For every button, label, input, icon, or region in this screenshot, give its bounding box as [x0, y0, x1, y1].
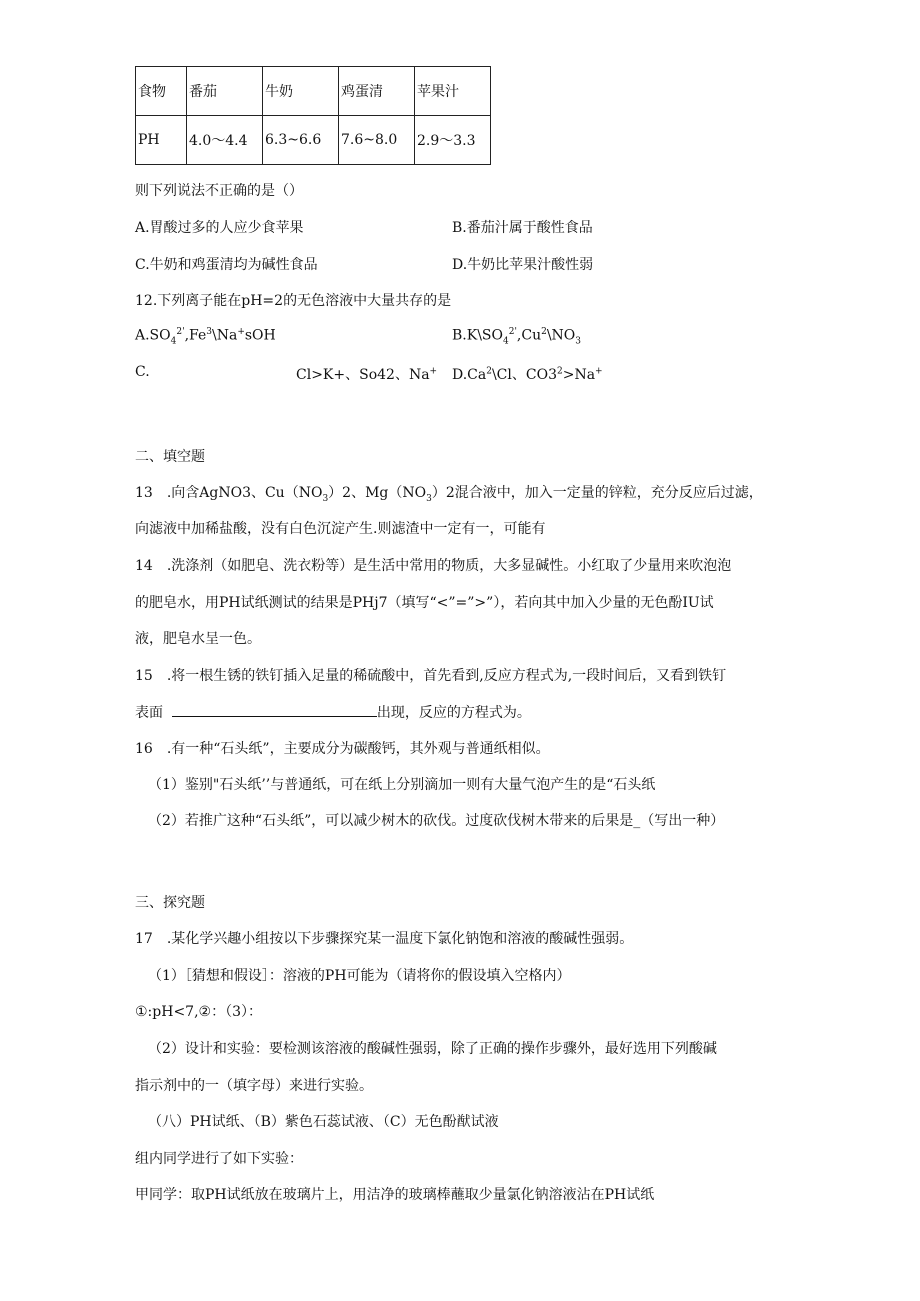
- table-cell: 2.9～3.3: [415, 116, 491, 165]
- text: \Cl、CO3: [491, 367, 557, 383]
- q13-line-2: 向滤液中加稀盐酸，没有白色沉淀产生.则滤渣中一定有一，可能有: [135, 521, 546, 537]
- q11-option-b: B.番茄汁属于酸性食品: [452, 220, 593, 236]
- table-cell: 番茄: [187, 67, 263, 116]
- text: ）2、Mg（NO: [328, 485, 427, 501]
- answer-blank: [172, 704, 377, 717]
- q17-line-8: 甲同学：取PH试纸放在玻璃片上，用洁净的玻璃棒蘸取少量氯化钠溶液沾在PH试纸: [135, 1187, 655, 1203]
- q16-line-1: 16 .有一种“石头纸”，主要成分为碳酸钙，其外观与普通纸相似。: [135, 741, 550, 757]
- superscript: 2': [176, 327, 185, 337]
- q16-line-2: （1）鉴别"石头纸’’与普通纸，可在纸上分别滴加一则有大量气泡产生的是“石头纸: [148, 777, 656, 793]
- text: Cl>K+、So42、Na: [296, 367, 430, 383]
- superscript: +: [595, 366, 603, 377]
- q12-option-c-label: C.: [135, 364, 150, 380]
- q14-line-2: 的肥皂水，用PH试纸测试的结果是PHj7（填写“<”=”>”），若向其中加入少量的无色酚IU试: [135, 595, 714, 611]
- text: sOH: [244, 327, 276, 344]
- table-cell: 牛奶: [263, 67, 339, 116]
- text: \NO: [546, 327, 576, 344]
- table-cell: 7.6~8.0: [339, 116, 415, 165]
- section-heading: 二、填空题: [135, 449, 205, 465]
- text: ,Cu: [516, 327, 542, 344]
- q12-option-c: [296, 364, 437, 384]
- q12-stem: 12.下列离子能在pH=2的无色溶液中大量共存的是: [135, 293, 452, 309]
- text: >Na: [562, 367, 596, 383]
- q15-line-1: 15 .将一根生锈的铁钉插入足量的稀硫酸中，首先看到,反应方程式为,一段时间后，又看到铁钉: [135, 668, 727, 684]
- table-cell: 苹果汁: [415, 67, 491, 116]
- q15-line-2: [135, 702, 531, 722]
- text: \Na: [212, 327, 238, 344]
- subscript: 3: [322, 493, 329, 504]
- ph-table: [135, 66, 491, 165]
- q17-line-7: 组内同学进行了如下实验：: [135, 1151, 303, 1167]
- q17-line-3: ①:pH<7,②：（3）：: [135, 1004, 262, 1020]
- q13-line-1: [135, 482, 763, 504]
- subscript: 3: [575, 336, 582, 347]
- text: 13 .向含AgNO3、Cu（NO: [135, 485, 323, 501]
- q17-line-4: （2）设计和实验：要检测该溶液的酸碱性强弱，除了正确的操作步骤外，最好选用下列酸碱: [148, 1041, 717, 1057]
- section-heading: 三、探究题: [135, 895, 205, 911]
- superscript: 2: [486, 366, 492, 377]
- text: 出现，反应的方程式为。: [376, 705, 531, 721]
- q17-line-6: （八）PH试纸、（B）紫色石蕊试液、（C）无色酚猷试液: [148, 1114, 499, 1130]
- text: 表面: [135, 705, 163, 721]
- table-row: [136, 116, 491, 165]
- table-cell: 食物: [136, 67, 187, 116]
- table-cell: 鸡蛋清: [339, 67, 415, 116]
- q14-line-3: 液，肥皂水呈一色。: [135, 631, 261, 647]
- q12-option-b: [452, 327, 581, 346]
- superscript: 2: [541, 327, 547, 337]
- text: A.SO: [135, 327, 171, 344]
- q14-line-1: 14 .洗涤剂（如肥皂、洗衣粉等）是生活中常用的物质，大多显碱性。小红取了少量用来吹泡泡: [135, 558, 732, 574]
- q11-stem: 则下列说法不正确的是（）: [135, 183, 303, 199]
- subscript: 4: [502, 336, 509, 347]
- text: B.K\SO: [452, 327, 503, 344]
- superscript: +: [429, 366, 438, 377]
- text: ,Fe: [184, 327, 207, 344]
- text: ）2混合液中，加入一定量的锌粒，充分反应后过滤，: [431, 485, 763, 501]
- table-cell: 6.3~6.6: [263, 116, 339, 165]
- q11-option-d: D.牛奶比苹果汁酸性弱: [452, 257, 594, 273]
- superscript: +: [237, 327, 245, 337]
- q17-line-5: 指示剂中的一（填字母）来进行实验。: [135, 1078, 373, 1094]
- q17-line-2: （1）［猜想和假设］：溶液的PH可能为（请将你的假设填入空格内）: [148, 968, 571, 984]
- table-cell: 4.0～4.4: [187, 116, 263, 165]
- q12-option-d: [452, 364, 603, 384]
- subscript: 4: [170, 336, 177, 347]
- subscript: 3: [426, 493, 432, 504]
- superscript: 2': [508, 327, 517, 337]
- q12-option-a: [135, 327, 276, 346]
- table-header-row: [136, 67, 491, 116]
- q11-option-a: A.胃酸过多的人应少食苹果: [135, 220, 304, 236]
- text: D.Ca: [452, 367, 487, 383]
- q11-option-c: C.牛奶和鸡蛋清均为碱性食品: [135, 257, 318, 273]
- superscript: 3: [206, 327, 212, 337]
- superscript: 2: [556, 366, 563, 377]
- q16-line-3: （2）若推广这种“石头纸”，可以减少树木的砍伐。过度砍伐树木带来的后果是_（写出一种）: [148, 813, 725, 829]
- q17-line-1: 17 .某化学兴趣小组按以下步骤探究某一温度下氯化钠饱和溶液的酸碱性强弱。: [135, 931, 634, 947]
- table-cell: PH: [136, 116, 187, 165]
